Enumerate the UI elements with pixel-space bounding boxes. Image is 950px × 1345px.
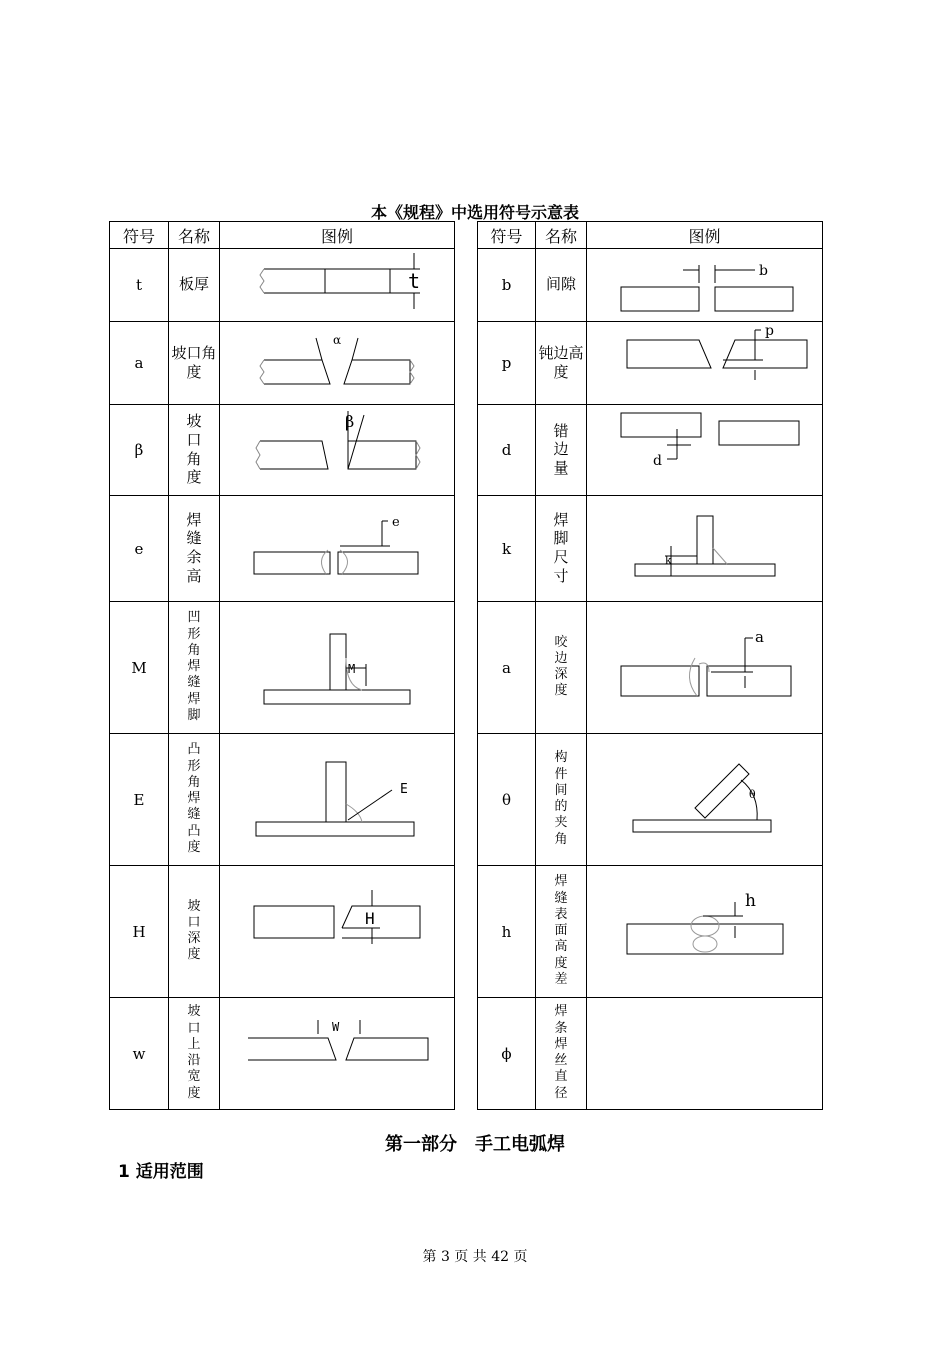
figure-member-angle (587, 734, 823, 866)
figure-empty (587, 998, 823, 1110)
svg-text:d: d (653, 453, 662, 469)
symbol-table-left (109, 221, 455, 1110)
table-row (478, 496, 823, 602)
page-footer: 第 3 页 共 42 页 (422, 1249, 528, 1265)
symbol-cell: t (110, 249, 169, 322)
svg-text:H: H (365, 909, 375, 928)
name-cell: 构件间的夹角 (536, 734, 587, 866)
table-header-row (478, 222, 823, 249)
table-row (110, 249, 455, 322)
header-name: 名称 (169, 222, 220, 249)
table-row (478, 998, 823, 1110)
symbol-cell: a (110, 322, 169, 405)
symbol-cell: h (478, 866, 536, 998)
name-cell: 坡口深度 (169, 866, 220, 998)
symbol-cell: ϕ (478, 998, 536, 1110)
symbol-cell: w (110, 998, 169, 1110)
svg-text:θ: θ (749, 788, 756, 801)
table-row (478, 322, 823, 405)
figure-convex-fillet (220, 734, 455, 866)
name-cell: 错边量 (536, 405, 587, 496)
table-row (110, 734, 455, 866)
table-row (478, 866, 823, 998)
symbol-cell: d (478, 405, 536, 496)
figure-plate-thickness (220, 249, 455, 322)
header-symbol: 符号 (478, 222, 536, 249)
svg-text:h: h (745, 891, 756, 911)
fig-label: t (408, 269, 421, 293)
svg-text:b: b (759, 263, 768, 279)
header-symbol: 符号 (110, 222, 169, 249)
symbol-cell: β (110, 405, 169, 496)
symbol-cell: a (478, 602, 536, 734)
figure-fillet-leg-size (587, 496, 823, 602)
name-cell: 间隙 (536, 249, 587, 322)
svg-text:W: W (332, 1020, 340, 1034)
figure-gap (587, 249, 823, 322)
svg-text:e: e (392, 515, 400, 530)
svg-text:E: E (400, 782, 408, 797)
table-header-row (110, 222, 455, 249)
symbol-cell: k (478, 496, 536, 602)
name-cell: 焊缝表面高度差 (536, 866, 587, 998)
svg-text:M: M (348, 662, 356, 676)
figure-undercut-depth (587, 602, 823, 734)
subsection-title: 1 适用范围 (118, 1162, 204, 1182)
svg-text:a: a (755, 628, 764, 646)
name-cell: 坡口角度 (169, 405, 220, 496)
name-cell: 坡口上沿宽度 (169, 998, 220, 1110)
name-cell: 焊脚尺寸 (536, 496, 587, 602)
figure-bevel-angle (220, 405, 455, 496)
symbol-cell: M (110, 602, 169, 734)
symbol-cell: H (110, 866, 169, 998)
name-cell: 焊条焊丝直径 (536, 998, 587, 1110)
figure-groove-width (220, 998, 455, 1110)
figure-groove-depth (220, 866, 455, 998)
table-row (478, 734, 823, 866)
figure-weld-reinforcement (220, 496, 455, 602)
symbol-cell: b (478, 249, 536, 322)
svg-text:α: α (333, 333, 342, 347)
name-cell: 坡口角度 (169, 322, 220, 405)
header-figure: 图例 (220, 222, 455, 249)
svg-text:β: β (345, 412, 355, 431)
figure-misalignment (587, 405, 823, 496)
name-cell: 板厚 (169, 249, 220, 322)
table-row (110, 998, 455, 1110)
header-name: 名称 (536, 222, 587, 249)
table-row (478, 405, 823, 496)
name-cell: 凸形角焊缝凸度 (169, 734, 220, 866)
table-row (478, 249, 823, 322)
name-cell: 咬边深度 (536, 602, 587, 734)
symbol-table-right (477, 221, 823, 1110)
symbol-cell: θ (478, 734, 536, 866)
name-cell: 焊缝余高 (169, 496, 220, 602)
table-row (110, 405, 455, 496)
table-row (110, 496, 455, 602)
table-row (110, 322, 455, 405)
svg-text:p: p (765, 323, 774, 339)
symbol-cell: E (110, 734, 169, 866)
figure-concave-fillet-leg (220, 602, 455, 734)
section-title: 第一部分 手工电弧焊 (385, 1134, 565, 1155)
table-row (110, 866, 455, 998)
name-cell: 钝边高度 (536, 322, 587, 405)
svg-text:k: k (665, 554, 672, 567)
figure-root-face (587, 322, 823, 405)
table-row (110, 602, 455, 734)
symbol-cell: p (478, 322, 536, 405)
symbol-cell: e (110, 496, 169, 602)
table-title: 本《规程》中选用符号示意表 (370, 203, 579, 222)
figure-groove-angle (220, 322, 455, 405)
figure-surface-height-diff (587, 866, 823, 998)
table-row (478, 602, 823, 734)
name-cell: 凹形角焊缝焊脚 (169, 602, 220, 734)
header-figure: 图例 (587, 222, 823, 249)
